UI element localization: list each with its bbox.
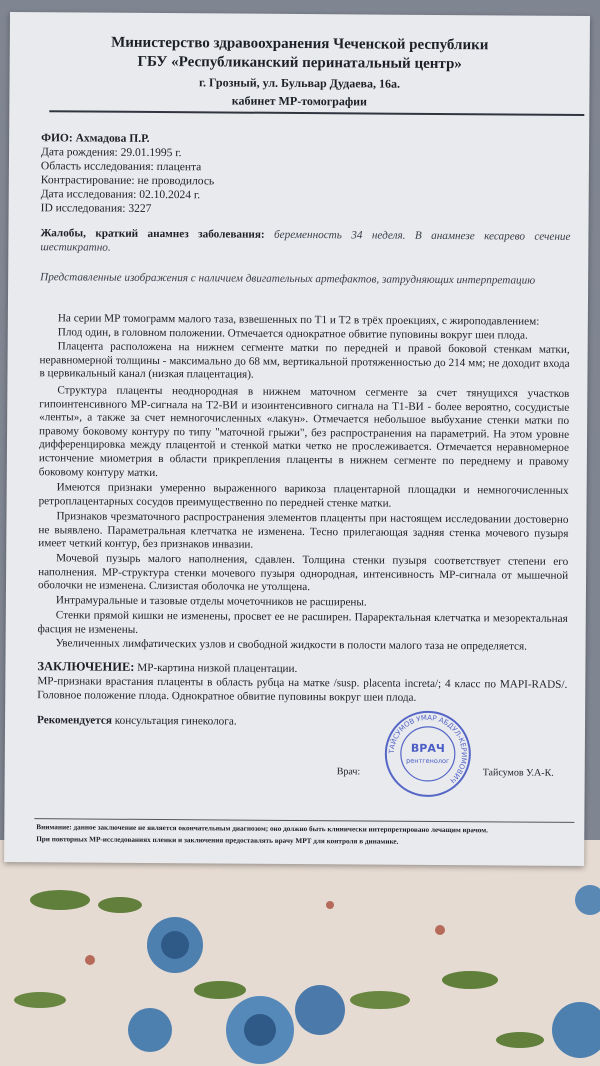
footer-line-1: Внимание: данное заключение не является окончательным диагнозом; оно должно быть клинически интерпретировано лечащим врачом. <box>36 823 488 835</box>
artifacts-note: Представленные изображения с наличием двигательных артефактов, затрудняющих интерпретацию <box>40 271 536 287</box>
signature-name: Тайсумов У.А-К. <box>482 767 554 779</box>
stamp-center-title: ВРАЧ <box>410 741 445 756</box>
body-paragraph-4: Структура плаценты неоднородная в нижнем маточном сегменте за счет тянущихся участков гипоинтенсивного МР-сигнала на Т2-ВИ и изоинтенсивного сигнала на Т1-ВИ - более вероятно, сосудистые «ленты», а также за счет немногочисленных «лакун». Отмечается небольшое выбухание стенки матки по правому боковому контуру по типу "маточной грыжи", без распространения на параметрий. На этом уровне дифференцировка между плацентой и стенкой матки четко не прослеживается. Отмечается неравномерное истончение миометрия в области прикрепления плаценты в нижнем сегменте по переднему и правому боковому контуру матки. <box>38 384 570 479</box>
stamp-ring-text: ТАЙСУМОВ УМАР АБДУЛ-КЕРИМОВИЧ <box>387 713 468 785</box>
patient-name: ФИО: Ахмадова П.Р. <box>41 132 150 145</box>
body-paragraph-2: Плод один, в головном положении. Отмечается однократное обвитие пуповины вокруг шеи плода. <box>57 326 528 342</box>
recommendation <box>37 714 567 731</box>
footer-line-2: При повторных МР-исследованиях пленки и заключения предоставлять врачу МРТ для контроля в динамике. <box>36 835 399 846</box>
stamp-center-subtitle: рентгенолог <box>406 756 450 766</box>
body-paragraph-9: Стенки прямой кишки не изменены, просвет ее не расширен. Параректальная клетчатка и мезоректальная фасция не изменены. <box>37 609 568 636</box>
body-paragraph-7: Мочевой пузырь малого наполнения, сдавлен. Толщина стенки пузыря соответствует степени его наполнения. МР-структура стенки мочевого пузыря однородная, интенсивность МР-сигнала от мышечной оболочки не изменена. Слизистая оболочка не утолщена. <box>37 552 569 594</box>
complaints <box>40 227 570 258</box>
body-paragraph-1: На серии МР томограмм малого таза, взвешенных по Т1 и Т2 в трёх проекциях, с жироподавлением: <box>57 312 540 328</box>
complaints-label: Жалобы, краткий анамнез заболевания: <box>40 227 265 241</box>
conclusion-line-1: МР-картина низкой плацентации. <box>134 661 298 675</box>
study-area: Область исследования: плацента <box>40 160 202 174</box>
doctor-stamp <box>383 709 474 800</box>
header-center: ГБУ «Республиканский перинатальный центр» <box>137 53 462 73</box>
body-paragraph-3: Плацента расположена на нижнем сегменте матки по передней и правой боковой стенкам матки, неравномерной толщины - максимально до 68 мм, вертикальной протяженностью до 214 мм; не доходит входа в цервикальный канал (низкая плацентация). <box>39 340 570 381</box>
study-id: ID исследования: 3227 <box>40 202 152 215</box>
recommendation-label: Рекомендуется <box>37 714 112 727</box>
header-address: г. Грозный, ул. Бульвар Дудаева, 16а. <box>198 75 401 91</box>
body-paragraph-5: Имеются признаки умеренно выраженного варикоза плацентарной площадки и немногочисленных ретроплацентарных сосудов преимущественно по передней стенке матки. <box>38 481 569 510</box>
header-divider <box>49 110 584 116</box>
body-paragraph-8: Интрамуральные и тазовые отделы мочеточников не расширены. <box>55 594 367 609</box>
complaints-text: беременность 34 неделя. В анамнезе кесарево сечение шестикратно. <box>40 228 571 254</box>
patient-dob: Дата рождения: 29.01.1995 г. <box>40 146 182 160</box>
header-department: кабинет МР-томографии <box>231 93 368 109</box>
recommendation-text: консультация гинеколога. <box>111 714 237 728</box>
document-page <box>4 12 590 866</box>
header-ministry: Министерство здравоохранения Чеченской республики <box>111 34 489 54</box>
body-paragraph-10: Увеличенных лимфатических узлов и свободной жидкости в полости малого таза не определяется. <box>55 637 527 653</box>
conclusion-title: ЗАКЛЮЧЕНИЕ: <box>37 659 135 674</box>
study-contrast: Контрастирование: не проводилось <box>40 174 215 188</box>
conclusion-line-2: МР-признаки врастания плаценты в область рубца на матке /susp. placenta increta/; 4 класс по MAPI-RADS/. Головное положение плода. Однократное обвитие пуповины вокруг шеи плода. <box>37 675 568 704</box>
study-date: Дата исследования: 02.10.2024 г. <box>40 188 201 202</box>
signature-role: Врач: <box>336 766 361 778</box>
body-paragraph-6: Признаков чрезматочного распространения элементов плаценты при настоящем исследовании достоверно не выявлено. Параметральная клетчатка не изменена. Тесно прилегающая задняя стенка мочевого пузыря имеет четкий контур, без признаков инвазии. <box>38 510 569 551</box>
